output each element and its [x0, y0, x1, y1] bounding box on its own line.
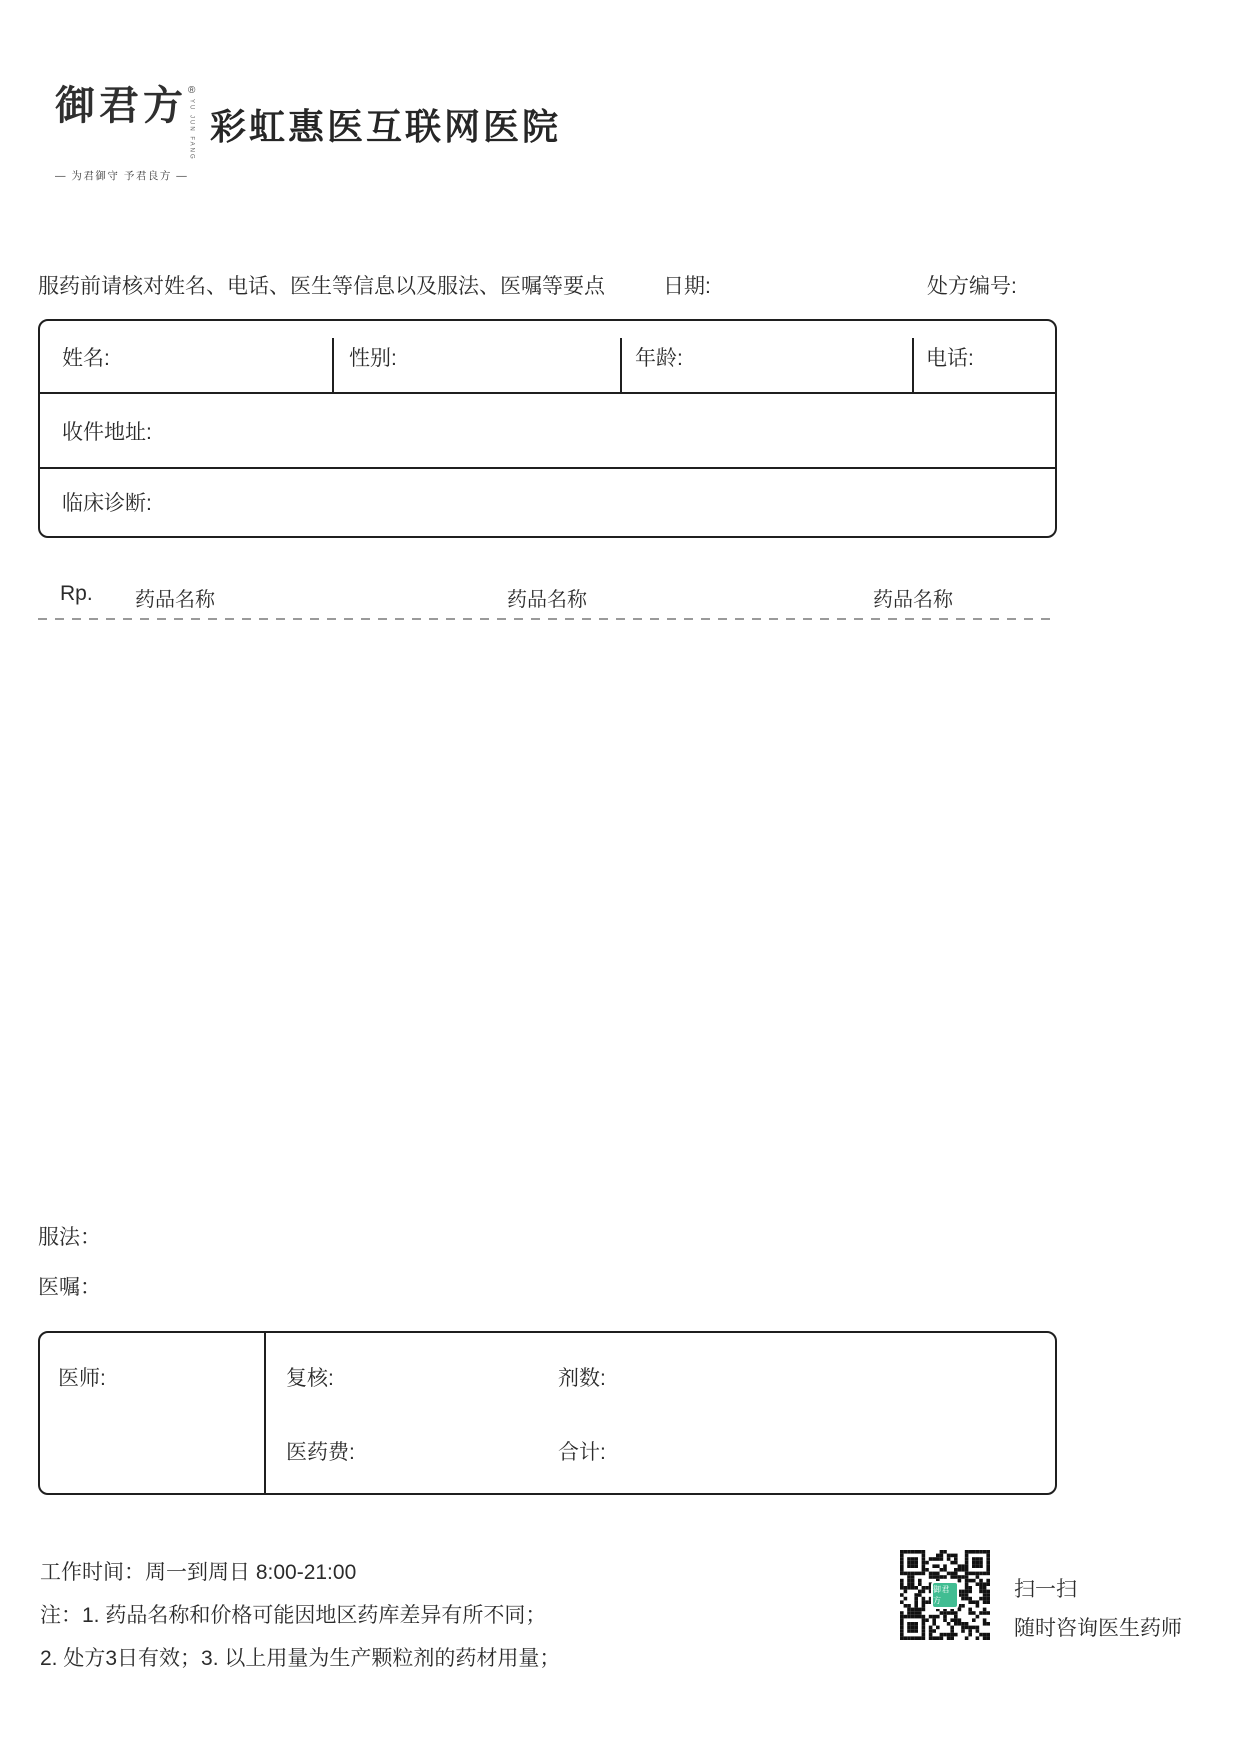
- usage-label: 服法：: [38, 1226, 101, 1249]
- fee-field: [286, 1436, 365, 1466]
- logo-vertical-text: YU JUN FANG: [188, 99, 195, 161]
- address-field: [40, 394, 1055, 469]
- summary-box: [38, 1331, 1057, 1495]
- doses-field: [558, 1362, 616, 1392]
- usage-field: [38, 1221, 111, 1251]
- prescription-items-area: [38, 626, 1054, 1196]
- name-field: [40, 321, 332, 392]
- hospital-title: 彩虹惠医互联网医院: [210, 106, 562, 147]
- qr-code: [900, 1550, 990, 1640]
- review-field: [286, 1362, 344, 1392]
- note-line-2: 2. 处方3日有效；3. 以上用量为生产颗粒剂的药材用量；: [40, 1647, 561, 1670]
- dashed-divider: [38, 618, 1054, 620]
- diagnosis-label: 临床诊断:: [62, 491, 152, 515]
- advice-label: 医嘱：: [38, 1276, 101, 1299]
- logo-tagline: — 为君御守 予君良方 —: [55, 169, 189, 182]
- name-label: 姓名:: [62, 346, 110, 370]
- total-field: [558, 1436, 616, 1466]
- doses-label: 剂数:: [558, 1367, 606, 1390]
- rp-label: Rp.: [60, 582, 93, 605]
- brand-logo: [55, 84, 205, 183]
- rx-number-label-text: 处方编号:: [927, 275, 1017, 298]
- date-label-text: 日期:: [663, 275, 711, 298]
- phone-label: 电话:: [926, 346, 974, 370]
- patient-info-box: [38, 319, 1057, 538]
- note-line-1: 注：1. 药品名称和价格可能因地区药库差异有所不同；: [40, 1604, 547, 1627]
- age-label: 年龄:: [635, 346, 683, 370]
- drug-column-header-1: 药品名称: [135, 589, 215, 611]
- address-label: 收件地址:: [62, 420, 152, 444]
- advice-field: [38, 1271, 111, 1301]
- summary-right-section: [266, 1333, 1055, 1493]
- working-hours: 工作时间：周一到周日 8:00-21:00: [40, 1561, 357, 1584]
- patient-row-basic: [40, 321, 1055, 394]
- drug-column-header-3: 药品名称: [873, 589, 953, 611]
- review-label: 复核:: [286, 1367, 334, 1390]
- physician-field: [40, 1333, 266, 1493]
- drug-column-header-2: 药品名称: [507, 589, 587, 611]
- registered-mark-icon: ®: [188, 85, 196, 96]
- logo-text: 御君方: [55, 82, 187, 129]
- notice-text: 服药前请核对姓名、电话、医生等信息以及服法、医嘱等要点: [38, 275, 605, 298]
- rx-number-label: [927, 270, 1027, 300]
- qr-center-logo: 御君方: [931, 1581, 959, 1609]
- total-label: 合计:: [558, 1441, 606, 1464]
- fee-label: 医药费:: [286, 1441, 355, 1464]
- age-field: [622, 321, 912, 392]
- gender-label: 性别:: [349, 346, 397, 370]
- diagnosis-field: [40, 469, 1055, 534]
- phone-field: [914, 321, 1055, 392]
- scan-subtitle: 随时咨询医生药师: [1014, 1617, 1182, 1640]
- scan-title: 扫一扫: [1014, 1578, 1077, 1601]
- gender-field: [334, 321, 620, 392]
- date-label: [663, 270, 721, 300]
- physician-label: 医师:: [58, 1367, 106, 1390]
